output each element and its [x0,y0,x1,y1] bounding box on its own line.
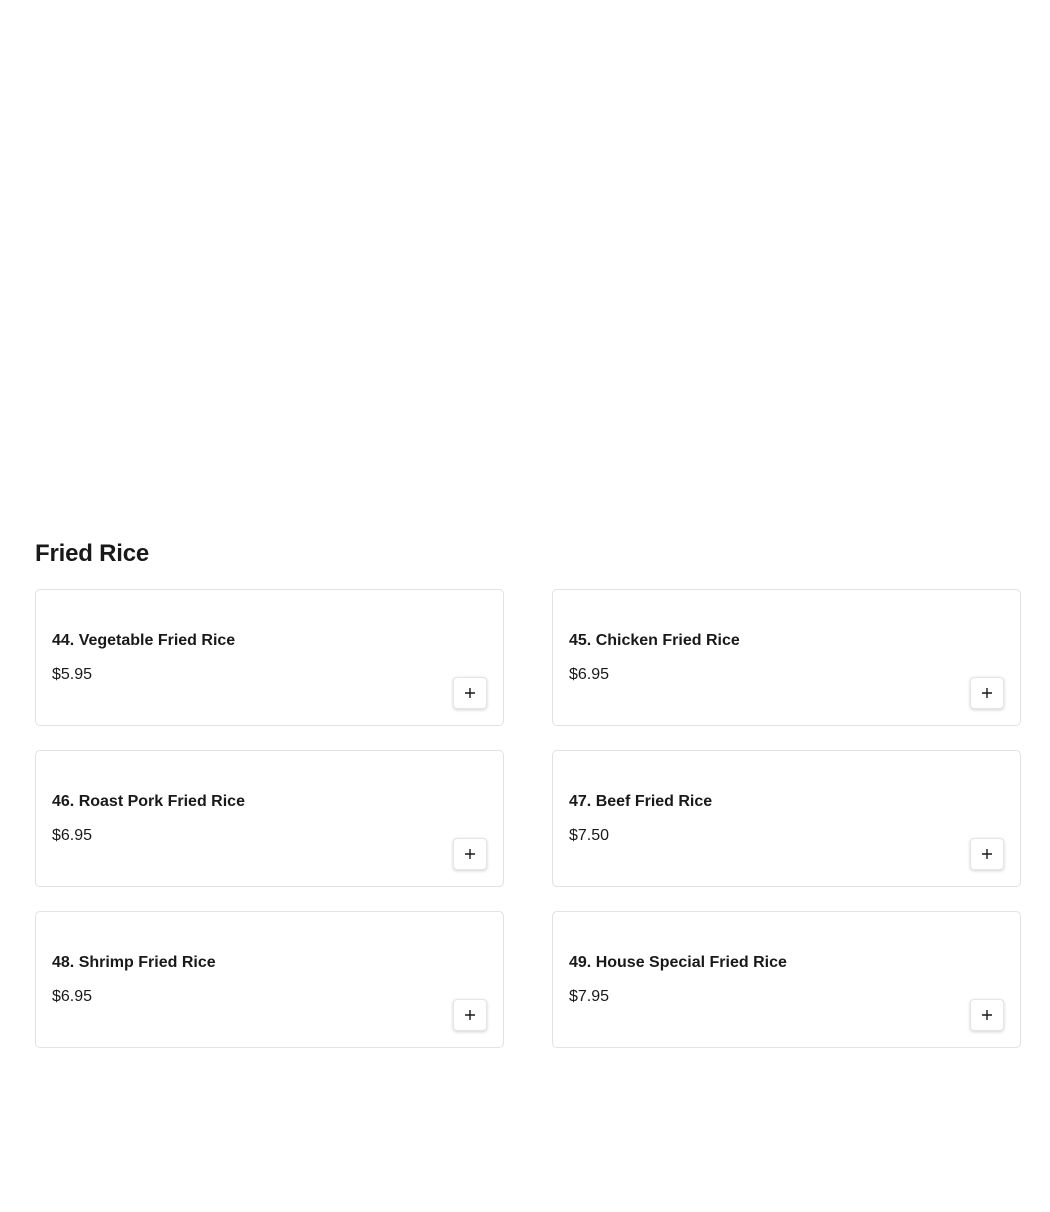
plus-icon [981,848,993,860]
add-item-button[interactable] [970,838,1004,870]
add-item-button[interactable] [453,999,487,1031]
menu-item-price: $6.95 [569,666,610,683]
add-item-button[interactable] [970,677,1004,709]
plus-icon [464,687,476,699]
plus-icon [981,1009,993,1021]
section-title: Fried Rice [35,540,150,567]
plus-icon [981,687,993,699]
menu-item-price: $5.95 [52,666,93,683]
plus-icon [464,1009,476,1021]
menu-item-price: $6.95 [52,827,93,844]
menu-item-price: $6.95 [52,988,93,1005]
plus-icon [464,848,476,860]
menu-item-card[interactable] [35,589,504,726]
menu-item-price: $7.95 [569,988,610,1005]
menu-item-card[interactable] [35,911,504,1048]
menu-items-grid [35,589,1021,1048]
menu-item-name: 48. Shrimp Fried Rice [52,954,216,971]
add-item-button[interactable] [970,999,1004,1031]
menu-item-name: 49. House Special Fried Rice [569,954,787,971]
menu-item-card[interactable] [552,750,1021,887]
add-item-button[interactable] [453,677,487,709]
menu-item-card[interactable] [35,750,504,887]
menu-item-name: 46. Roast Pork Fried Rice [52,793,245,810]
menu-item-name: 44. Vegetable Fried Rice [52,632,236,649]
menu-item-name: 45. Chicken Fried Rice [569,632,740,649]
menu-item-card[interactable] [552,589,1021,726]
menu-section-fried-rice [35,538,1021,1048]
menu-item-price: $7.50 [569,827,610,844]
menu-item-name: 47. Beef Fried Rice [569,793,713,810]
menu-item-card[interactable] [552,911,1021,1048]
add-item-button[interactable] [453,838,487,870]
